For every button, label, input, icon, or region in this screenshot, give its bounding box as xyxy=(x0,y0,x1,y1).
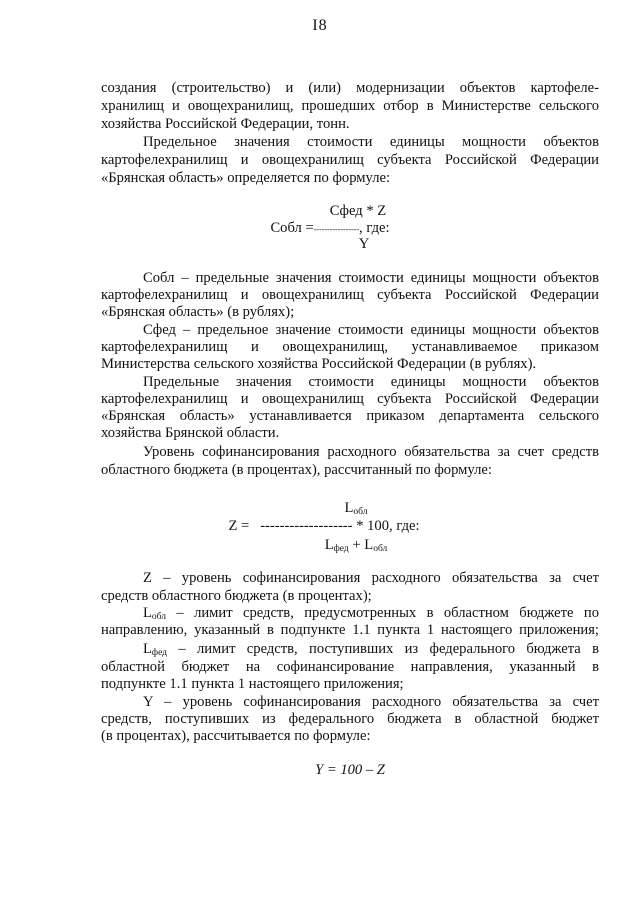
text-line: Предельное значения стоимости единицы мощности объектов xyxy=(143,134,599,150)
text-line: направлению, указанный в подпункте 1.1 пункта 1 настоящего приложения; xyxy=(101,622,599,638)
text-line: «Брянская область» определяется по формуле: xyxy=(101,170,391,186)
formula-lhs: Z = xyxy=(228,518,250,534)
formula-lhs: Собл = xyxy=(270,220,314,236)
text-line: Предельные значения стоимости единицы мощности объектов xyxy=(143,374,599,390)
text-line: хозяйства Брянской области. xyxy=(101,425,280,441)
page-number: I8 xyxy=(312,17,328,34)
text-line: «Брянская область» устанавливается приказом департамента сельского xyxy=(101,408,599,424)
fraction-bar: ------------------- xyxy=(260,518,353,534)
text-line: хранилищ и овощехранилищ, прошедших отбор в Министерстве сельского xyxy=(101,98,599,114)
fraction-bar: ----------------- xyxy=(313,225,360,234)
text-line: средств, поступивших из федерального бюджета в областной бюджет xyxy=(101,711,599,727)
formula-y: Y = 100 – Z xyxy=(315,762,385,778)
text-line: областной бюджет на софинансирование направления, указанный в xyxy=(101,659,599,675)
text-line: картофелехранилищ и овощехранилищ субъекта Российской Федерации xyxy=(101,391,599,407)
text-line: создания (строительство) и (или) модернизации объектов картофеле- xyxy=(101,80,599,96)
text-line: Собл – предельные значения стоимости единицы мощности объектов xyxy=(143,270,599,286)
text-line: $L_{обл}$ – лимит средств, предусмотренных в областном бюджете по xyxy=(143,605,599,622)
text-line: «Брянская область» (в рублях); xyxy=(101,304,295,320)
formula-numerator: $L_{обл}$ xyxy=(344,500,368,517)
text-line: картофелехранилищ и овощехранилищ, устанавливаемое приказом xyxy=(101,339,599,355)
formula-tail: , где: xyxy=(359,220,390,236)
text-line: хозяйства Российской Федерации, тонн. xyxy=(101,116,350,132)
text-line: Уровень софинансирования расходного обязательства за счет средств xyxy=(143,444,599,460)
formula-numerator: Сфед * Z xyxy=(329,203,387,219)
text-line: картофелехранилищ и овощехранилищ субъекта Российской Федерации xyxy=(101,287,599,303)
text-line: (в процентах), рассчитывается по формуле: xyxy=(101,728,371,744)
formula-line xyxy=(10,220,640,237)
text-line: Z – уровень софинансирования расходного обязательства за счет xyxy=(143,570,599,586)
formula-line xyxy=(4,518,640,535)
text-line: Сфед – предельное значение стоимости единицы мощности объектов xyxy=(143,322,599,338)
formula-denominator: Y xyxy=(358,236,370,252)
text-line: $L_{фед}$ – лимит средств, поступивших из федерального бюджета в xyxy=(143,641,599,658)
formula-tail: * 100, где: xyxy=(356,518,420,534)
text-line: Y – уровень софинансирования расходного обязательства за счет xyxy=(143,694,599,710)
text-line: Министерства сельского хозяйства Российской Федерации (в рублях). xyxy=(101,356,537,372)
text-line: подпункте 1.1 пункта 1 настоящего приложения; xyxy=(101,676,404,692)
text-line: картофелехранилищ и овощехранилищ субъекта Российской Федерации xyxy=(101,152,599,168)
text-line: средств областного бюджета (в процентах); xyxy=(101,588,372,604)
text-line: областного бюджета (в процентах), рассчитанный по формуле: xyxy=(101,462,492,478)
formula-denominator: $L_{фед} + L_{обл}$ xyxy=(324,537,388,554)
